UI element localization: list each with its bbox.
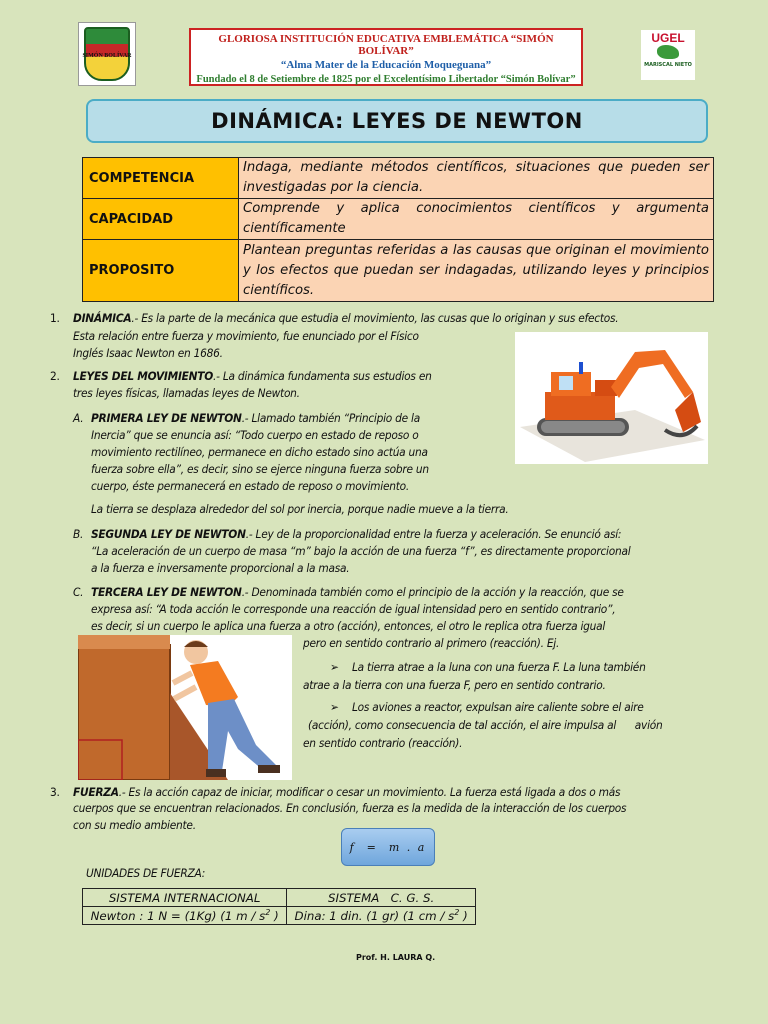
- bullet-arrow-icon: ➢: [330, 660, 339, 674]
- table-row: [83, 199, 714, 240]
- table-row: [83, 240, 714, 302]
- term-tercera-ley: TERCERA LEY DE NEWTON: [91, 585, 242, 599]
- law-1-line-4: fuerza sobre ella”, es decir, sino se ejerce ninguna fuerza sobre un: [91, 462, 429, 476]
- section-2-line-2: tres leyes físicas, llamadas leyes de Newton.: [73, 386, 300, 400]
- item-letter: C.: [73, 585, 84, 599]
- bullet-arrow-icon: ➢: [330, 700, 339, 714]
- law-2-line-3: a la fuerza e inversamente proporcional a la masa.: [91, 561, 350, 575]
- units-table: [82, 888, 476, 925]
- text: .- Es la acción capaz de iniciar, modificar o cesar un movimiento. La fuerza está ligada a dos o más: [118, 785, 621, 799]
- cgs-unit: Dina: 1 din. (1 gr) (1 cm / s: [294, 908, 455, 923]
- section-1-line-2: Esta relación entre fuerza y movimiento, fue enunciado por el Físico: [73, 329, 419, 343]
- ugel-logo: [641, 30, 695, 80]
- excavator-image: [515, 332, 708, 464]
- term-fuerza: FUERZA: [73, 785, 119, 799]
- term-dinamica: DINÁMICA: [73, 311, 132, 325]
- units-heading: UNIDADES DE FUERZA:: [86, 866, 206, 880]
- law-3-line-3: es decir, si un cuerpo le aplica una fuerza a otro (acción), entonces, el otro le replica otra fuerza igual: [91, 619, 606, 633]
- law-2-line-2: “La aceleración de un cuerpo de masa “m” bajo la acción de una fuerza “f”, es directamente proporcional: [91, 544, 631, 558]
- close-paren: ): [459, 908, 468, 923]
- logo-text: SIMÓN BOLÍVAR: [82, 53, 132, 59]
- bullet-1-line-1: La tierra atrae a la luna con una fuerza F. La luna también: [352, 660, 646, 674]
- exponent: 2: [454, 908, 460, 918]
- cgs-unit-cell: [287, 907, 476, 925]
- text: .- Ley de la proporcionalidad entre la fuerza y aceleración. Se enunció así:: [245, 527, 622, 541]
- school-logo: [78, 22, 136, 86]
- law-1-line-3: movimiento rectilíneo, permanece en dicho estado sino actúa una: [91, 445, 428, 459]
- table-row: [83, 907, 476, 925]
- law-3-line-1: [91, 583, 715, 601]
- si-unit-cell: [83, 907, 287, 925]
- pushing-icon: [78, 635, 292, 780]
- section-number: 2.: [50, 369, 60, 383]
- si-unit: Newton : 1 N = (1Kg) (1 m / s: [90, 908, 266, 923]
- bullet-2-line-1: Los aviones a reactor, expulsan aire caliente sobre el aire: [352, 700, 644, 714]
- formula-box: [341, 828, 435, 866]
- competency-table: [82, 157, 714, 302]
- text: .- La dinámica fundamenta sus estudios en: [213, 369, 432, 383]
- term-primera-ley: PRIMERA LEY DE NEWTON: [91, 411, 242, 425]
- institution-banner: [189, 28, 583, 86]
- banner-line-1: GLORIOSA INSTITUCIÓN EDUCATIVA EMBLEMÁTICA “SIMÓN BOLÍVAR”: [218, 33, 554, 57]
- row-label: COMPETENCIA: [83, 158, 239, 199]
- ugel-text: UGEL: [651, 31, 685, 45]
- banner-line-2: “Alma Mater de la Educación Moqueguana”: [280, 59, 492, 71]
- excavator-icon: [515, 332, 708, 464]
- row-value: Comprende y aplica conocimientos científicos y argumenta científicamente: [239, 199, 714, 240]
- column-header: SISTEMA INTERNACIONAL: [83, 889, 287, 907]
- law-3-line-4: pero en sentido contrario al primero (reacción). Ej.: [303, 636, 560, 650]
- section-1-line-3: Inglés Isaac Newton en 1686.: [73, 346, 223, 360]
- section-number: 3.: [50, 785, 60, 799]
- term-segunda-ley: SEGUNDA LEY DE NEWTON: [91, 527, 246, 541]
- section-number: 1.: [50, 311, 60, 325]
- law-1-line-2: Inercia” que se enuncia así: “Todo cuerpo en estado de reposo o: [91, 428, 419, 442]
- law-1-note: La tierra se desplaza alrededor del sol por inercia, porque nadie mueve a la tierra.: [91, 502, 509, 516]
- item-letter: A.: [73, 411, 84, 425]
- banner-line-3: Fundado el 8 de Setiembre de 1825 por el Excelentísimo Libertador “Simón Bolívar”: [196, 74, 576, 85]
- row-label: CAPACIDAD: [83, 199, 239, 240]
- section-1-line-1: [73, 309, 715, 327]
- person-pushing-wall-image: [78, 635, 292, 780]
- bullet-2-line-2: (acción), como consecuencia de tal acción, el aire impulsa al avión: [308, 718, 663, 732]
- row-value: Indaga, mediante métodos científicos, situaciones que pueden ser investigadas por la ciencia.: [239, 158, 714, 199]
- bullet-2-line-3: en sentido contrario (reacción).: [303, 736, 463, 750]
- column-header: SISTEMA C. G. S.: [287, 889, 476, 907]
- law-2-line-1: [91, 525, 715, 543]
- author-footer: Prof. H. LAURA Q.: [356, 953, 436, 962]
- page-title-box: [86, 99, 708, 143]
- bullet-1-line-2: atrae a la tierra con una fuerza F, pero en sentido contrario.: [303, 678, 606, 692]
- row-value: Plantean preguntas referidas a las causas que originan el movimiento y los efectos que puedan ser indagadas, utilizando leyes y principios científicos.: [239, 240, 714, 302]
- exponent: 2: [265, 908, 271, 918]
- formula: f = m . a: [349, 840, 427, 854]
- section-3-line-3: con su medio ambiente.: [73, 818, 196, 832]
- section-3-line-2: cuerpos que se encuentran relacionados. En conclusión, fuerza es la medida de la interacción de los cuerpos: [73, 801, 627, 815]
- text: .- Denominada también como el principio de la acción y la reacción, que se: [241, 585, 624, 599]
- ugel-subtext: MARISCAL NIETO: [644, 62, 692, 68]
- section-2-line-1: [73, 367, 505, 385]
- text: .- Llamado también “Principio de la: [241, 411, 420, 425]
- item-letter: B.: [73, 527, 84, 541]
- row-label: PROPOSITO: [83, 240, 239, 302]
- map-icon: [657, 45, 679, 59]
- law-1-line-1: [91, 409, 505, 427]
- term-leyes: LEYES DEL MOVIMIENTO: [73, 369, 214, 383]
- law-3-line-2: expresa así: “A toda acción le corresponde una reacción de igual intensidad pero en sentido contrario”,: [91, 602, 616, 616]
- page-title: DINÁMICA: LEYES DE NEWTON: [211, 109, 583, 133]
- table-row: [83, 889, 476, 907]
- close-paren: ): [270, 908, 279, 923]
- law-1-line-5: cuerpo, éste permanecerá en estado de reposo o movimiento.: [91, 479, 409, 493]
- text: .- Es la parte de la mecánica que estudia el movimiento, las cusas que lo originan y sus efectos.: [131, 311, 619, 325]
- table-row: [83, 158, 714, 199]
